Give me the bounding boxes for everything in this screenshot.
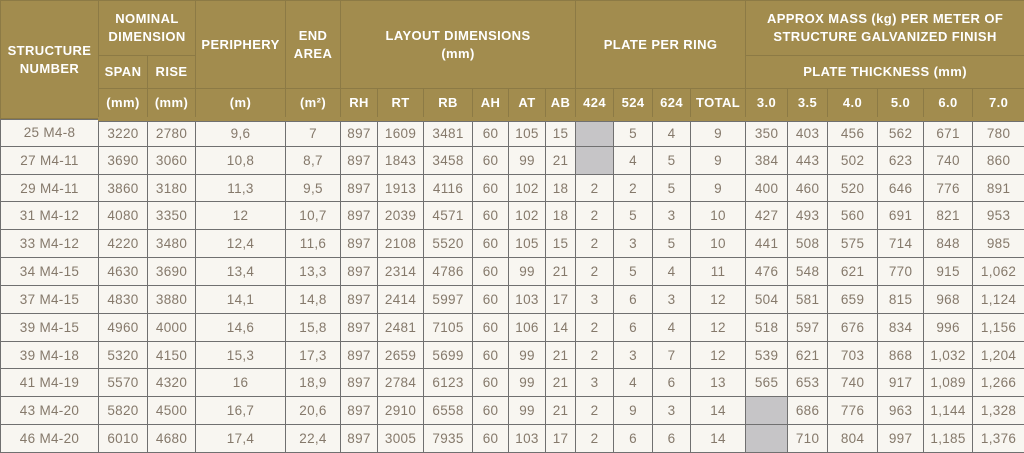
data-cell: 985 — [973, 230, 1024, 258]
data-cell: 1843 — [378, 146, 424, 174]
data-cell: 4960 — [99, 313, 148, 341]
data-cell: 868 — [878, 341, 924, 369]
sub-col-header-524: 524 — [614, 89, 653, 119]
table-row — [1, 230, 1024, 258]
data-cell: 646 — [878, 174, 924, 202]
data-cell: 7 — [653, 341, 691, 369]
data-cell: 3350 — [148, 202, 196, 230]
col-header-periphery: PERIPHERY — [196, 1, 286, 89]
data-cell: 60 — [473, 313, 509, 341]
data-cell: 60 — [473, 258, 509, 286]
data-cell: 2 — [614, 174, 653, 202]
data-cell: 897 — [341, 258, 378, 286]
data-cell: 1,062 — [973, 258, 1024, 286]
data-cell: 102 — [509, 202, 546, 230]
data-cell: 1,089 — [924, 369, 973, 397]
layout-dimensions-unit: (mm) — [441, 45, 475, 61]
sub-col-header-3-0: 3.0 — [746, 89, 788, 119]
data-cell: 714 — [878, 230, 924, 258]
data-cell: 4830 — [99, 285, 148, 313]
empty-cell — [576, 119, 614, 147]
data-cell: 403 — [788, 119, 828, 147]
data-cell: 676 — [828, 313, 878, 341]
col-header-end-area: END AREA — [286, 1, 341, 89]
data-cell: 5 — [653, 174, 691, 202]
data-cell: 740 — [828, 369, 878, 397]
data-cell: 686 — [788, 397, 828, 425]
data-cell: 703 — [828, 341, 878, 369]
data-cell: 60 — [473, 341, 509, 369]
data-cell: 441 — [746, 230, 788, 258]
data-cell: 7935 — [424, 425, 473, 453]
data-cell: 1,266 — [973, 369, 1024, 397]
data-cell: 4116 — [424, 174, 473, 202]
data-cell: 6010 — [99, 425, 148, 453]
data-cell: 20,6 — [286, 397, 341, 425]
sub-col-header-m: (m²) — [286, 89, 341, 119]
table-row — [1, 119, 1024, 147]
data-cell: 9 — [691, 174, 746, 202]
data-cell: 384 — [746, 146, 788, 174]
sub-col-header-3-5: 3.5 — [788, 89, 828, 119]
data-cell: 6 — [614, 425, 653, 453]
sub-col-header-7-0: 7.0 — [973, 89, 1024, 119]
empty-cell — [576, 146, 614, 174]
data-cell: 102 — [509, 174, 546, 202]
data-cell: 99 — [509, 146, 546, 174]
data-cell: 891 — [973, 174, 1024, 202]
data-cell: 13,4 — [196, 258, 286, 286]
sub-col-header-424: 424 — [576, 89, 614, 119]
data-cell: 3220 — [99, 119, 148, 147]
data-cell: 18 — [546, 202, 576, 230]
col-header-plate-per-ring: PLATE PER RING — [576, 1, 746, 89]
col-header-layout-dimensions — [341, 1, 576, 89]
data-cell: 60 — [473, 146, 509, 174]
data-cell: 2108 — [378, 230, 424, 258]
data-cell: 427 — [746, 202, 788, 230]
data-cell: 5 — [614, 202, 653, 230]
data-cell: 623 — [878, 146, 924, 174]
data-cell: 12 — [691, 341, 746, 369]
data-cell: 60 — [473, 425, 509, 453]
data-cell: 4786 — [424, 258, 473, 286]
data-cell: 1913 — [378, 174, 424, 202]
data-cell: 2 — [576, 425, 614, 453]
data-cell: 597 — [788, 313, 828, 341]
data-cell: 10,7 — [286, 202, 341, 230]
data-cell: 15,8 — [286, 313, 341, 341]
data-cell: 3180 — [148, 174, 196, 202]
data-cell: 17,4 — [196, 425, 286, 453]
data-cell: 400 — [746, 174, 788, 202]
data-cell: 3480 — [148, 230, 196, 258]
data-cell: 4080 — [99, 202, 148, 230]
data-cell: 1,156 — [973, 313, 1024, 341]
data-cell: 3458 — [424, 146, 473, 174]
data-cell: 9 — [691, 146, 746, 174]
data-cell: 14 — [691, 425, 746, 453]
data-cell: 4500 — [148, 397, 196, 425]
data-cell: 3 — [576, 285, 614, 313]
data-cell: 99 — [509, 397, 546, 425]
data-cell: 897 — [341, 146, 378, 174]
structure-number-cell: 46 M4-20 — [1, 425, 99, 453]
data-cell: 10 — [691, 202, 746, 230]
data-cell: 710 — [788, 425, 828, 453]
data-cell: 6123 — [424, 369, 473, 397]
data-cell: 6 — [653, 369, 691, 397]
data-cell: 1,124 — [973, 285, 1024, 313]
data-cell: 3880 — [148, 285, 196, 313]
data-cell: 4571 — [424, 202, 473, 230]
data-cell: 22,4 — [286, 425, 341, 453]
data-cell: 3690 — [148, 258, 196, 286]
empty-cell — [746, 425, 788, 453]
data-cell: 2780 — [148, 119, 196, 147]
data-cell: 821 — [924, 202, 973, 230]
data-cell: 60 — [473, 397, 509, 425]
table-row — [1, 313, 1024, 341]
data-cell: 897 — [341, 174, 378, 202]
data-cell: 4 — [653, 313, 691, 341]
data-cell: 860 — [973, 146, 1024, 174]
data-cell: 17 — [546, 285, 576, 313]
data-cell: 621 — [828, 258, 878, 286]
col-header-approx-mass: APPROX MASS (kg) PER METER OF STRUCTURE GALVANIZED FINISH — [746, 1, 1024, 56]
data-cell: 776 — [924, 174, 973, 202]
data-cell: 897 — [341, 230, 378, 258]
data-cell: 16 — [196, 369, 286, 397]
data-cell: 12,4 — [196, 230, 286, 258]
sub-col-header-mm: (mm) — [148, 89, 196, 119]
data-cell: 103 — [509, 425, 546, 453]
data-cell: 581 — [788, 285, 828, 313]
data-cell: 953 — [973, 202, 1024, 230]
data-cell: 4150 — [148, 341, 196, 369]
data-cell: 4630 — [99, 258, 148, 286]
data-cell: 4680 — [148, 425, 196, 453]
empty-cell — [746, 397, 788, 425]
structure-number-cell: 31 M4-12 — [1, 202, 99, 230]
data-cell: 5 — [614, 258, 653, 286]
data-cell: 2 — [576, 258, 614, 286]
data-cell: 60 — [473, 369, 509, 397]
table-row — [1, 146, 1024, 174]
layout-dimensions-title: LAYOUT DIMENSIONS — [385, 27, 531, 43]
data-cell: 60 — [473, 202, 509, 230]
data-cell: 897 — [341, 313, 378, 341]
data-cell: 3 — [576, 369, 614, 397]
data-cell: 14,1 — [196, 285, 286, 313]
data-cell: 3 — [653, 285, 691, 313]
structure-number-cell: 37 M4-15 — [1, 285, 99, 313]
sub-col-header-ab: AB — [546, 89, 576, 119]
data-cell: 5320 — [99, 341, 148, 369]
data-cell: 834 — [878, 313, 924, 341]
data-cell: 9,6 — [196, 119, 286, 147]
data-cell: 105 — [509, 230, 546, 258]
table-header — [1, 1, 1024, 119]
data-cell: 1,204 — [973, 341, 1024, 369]
data-cell: 740 — [924, 146, 973, 174]
data-cell: 897 — [341, 425, 378, 453]
table-row — [1, 397, 1024, 425]
data-cell: 5997 — [424, 285, 473, 313]
data-cell: 776 — [828, 397, 878, 425]
col-header-nominal-dimension: NOMINAL DIMENSION — [99, 1, 196, 56]
data-cell: 502 — [828, 146, 878, 174]
data-cell: 6 — [614, 313, 653, 341]
data-cell: 508 — [788, 230, 828, 258]
data-cell: 2481 — [378, 313, 424, 341]
data-cell: 99 — [509, 341, 546, 369]
data-cell: 14,6 — [196, 313, 286, 341]
table-row — [1, 369, 1024, 397]
data-cell: 4 — [653, 119, 691, 147]
structure-number-cell: 27 M4-11 — [1, 146, 99, 174]
data-cell: 17 — [546, 425, 576, 453]
data-cell: 18,9 — [286, 369, 341, 397]
data-cell: 518 — [746, 313, 788, 341]
table-body — [1, 119, 1024, 453]
col-header-plate-thickness: PLATE THICKNESS (mm) — [746, 56, 1024, 89]
data-cell: 2659 — [378, 341, 424, 369]
table-row — [1, 258, 1024, 286]
data-cell: 5699 — [424, 341, 473, 369]
structure-number-cell: 39 M4-15 — [1, 313, 99, 341]
data-cell: 18 — [546, 174, 576, 202]
sub-col-header-4-0: 4.0 — [828, 89, 878, 119]
data-cell: 671 — [924, 119, 973, 147]
data-cell: 443 — [788, 146, 828, 174]
data-cell: 17,3 — [286, 341, 341, 369]
data-cell: 106 — [509, 313, 546, 341]
data-cell: 15,3 — [196, 341, 286, 369]
col-header-structure-number: STRUCTURE NUMBER — [1, 1, 99, 119]
data-cell: 2784 — [378, 369, 424, 397]
sub-col-header-m: (m) — [196, 89, 286, 119]
data-cell: 5 — [653, 146, 691, 174]
data-cell: 3060 — [148, 146, 196, 174]
sub-col-header-rb: RB — [424, 89, 473, 119]
data-cell: 6 — [653, 425, 691, 453]
data-cell: 10,8 — [196, 146, 286, 174]
structure-number-cell: 29 M4-11 — [1, 174, 99, 202]
data-cell: 14,8 — [286, 285, 341, 313]
data-cell: 5520 — [424, 230, 473, 258]
data-cell: 12 — [691, 285, 746, 313]
data-cell: 915 — [924, 258, 973, 286]
data-cell: 2 — [576, 202, 614, 230]
data-cell: 13 — [691, 369, 746, 397]
sub-col-header-624: 624 — [653, 89, 691, 119]
data-cell: 21 — [546, 397, 576, 425]
data-cell: 14 — [546, 313, 576, 341]
data-cell: 548 — [788, 258, 828, 286]
table-row — [1, 174, 1024, 202]
data-cell: 4220 — [99, 230, 148, 258]
data-cell: 804 — [828, 425, 878, 453]
data-cell: 6558 — [424, 397, 473, 425]
data-cell: 917 — [878, 369, 924, 397]
data-cell: 10 — [691, 230, 746, 258]
data-cell: 2 — [576, 341, 614, 369]
sub-col-header-6-0: 6.0 — [924, 89, 973, 119]
data-cell: 848 — [924, 230, 973, 258]
data-cell: 520 — [828, 174, 878, 202]
data-cell: 99 — [509, 258, 546, 286]
data-cell: 2314 — [378, 258, 424, 286]
data-cell: 2 — [576, 174, 614, 202]
sub-header-row — [1, 89, 1024, 119]
data-cell: 2 — [576, 313, 614, 341]
sub-col-header-5-0: 5.0 — [878, 89, 924, 119]
structure-number-cell: 39 M4-18 — [1, 341, 99, 369]
col-header-rise: RISE — [148, 56, 196, 89]
data-cell: 4 — [614, 146, 653, 174]
data-cell: 3 — [653, 397, 691, 425]
data-cell: 103 — [509, 285, 546, 313]
table-row — [1, 425, 1024, 453]
data-cell: 4320 — [148, 369, 196, 397]
data-cell: 15 — [546, 230, 576, 258]
data-cell: 60 — [473, 119, 509, 147]
data-cell: 60 — [473, 174, 509, 202]
sub-col-header-at: AT — [509, 89, 546, 119]
data-cell: 105 — [509, 119, 546, 147]
data-cell: 1,032 — [924, 341, 973, 369]
data-cell: 770 — [878, 258, 924, 286]
data-cell: 1,376 — [973, 425, 1024, 453]
sub-col-header-rh: RH — [341, 89, 378, 119]
data-cell: 562 — [878, 119, 924, 147]
data-cell: 996 — [924, 313, 973, 341]
data-cell: 60 — [473, 285, 509, 313]
data-cell: 5 — [653, 230, 691, 258]
structure-number-cell: 41 M4-19 — [1, 369, 99, 397]
sub-col-header-mm: (mm) — [99, 89, 148, 119]
data-cell: 997 — [878, 425, 924, 453]
data-cell: 12 — [691, 313, 746, 341]
data-cell: 5570 — [99, 369, 148, 397]
data-cell: 11,3 — [196, 174, 286, 202]
data-cell: 3005 — [378, 425, 424, 453]
data-cell: 9 — [691, 119, 746, 147]
data-cell: 565 — [746, 369, 788, 397]
data-cell: 5 — [614, 119, 653, 147]
data-cell: 3860 — [99, 174, 148, 202]
data-cell: 60 — [473, 230, 509, 258]
data-cell: 897 — [341, 369, 378, 397]
data-cell: 691 — [878, 202, 924, 230]
sub-col-header-ah: AH — [473, 89, 509, 119]
table-row — [1, 285, 1024, 313]
data-cell: 1,328 — [973, 397, 1024, 425]
data-cell: 897 — [341, 202, 378, 230]
data-cell: 3481 — [424, 119, 473, 147]
data-cell: 4000 — [148, 313, 196, 341]
data-cell: 7 — [286, 119, 341, 147]
data-cell: 3 — [653, 202, 691, 230]
data-cell: 476 — [746, 258, 788, 286]
data-cell: 4 — [614, 369, 653, 397]
data-cell: 7105 — [424, 313, 473, 341]
data-cell: 15 — [546, 119, 576, 147]
structure-number-cell: 43 M4-20 — [1, 397, 99, 425]
structure-number-cell: 33 M4-12 — [1, 230, 99, 258]
data-cell: 16,7 — [196, 397, 286, 425]
data-cell: 897 — [341, 285, 378, 313]
structure-number-cell: 25 M4-8 — [1, 119, 99, 147]
data-cell: 780 — [973, 119, 1024, 147]
data-cell: 2 — [576, 230, 614, 258]
data-cell: 621 — [788, 341, 828, 369]
table-row — [1, 341, 1024, 369]
data-cell: 2039 — [378, 202, 424, 230]
data-cell: 5820 — [99, 397, 148, 425]
data-cell: 21 — [546, 146, 576, 174]
data-cell: 659 — [828, 285, 878, 313]
col-header-span: SPAN — [99, 56, 148, 89]
data-cell: 21 — [546, 369, 576, 397]
data-cell: 560 — [828, 202, 878, 230]
data-cell: 11 — [691, 258, 746, 286]
data-cell: 1,185 — [924, 425, 973, 453]
data-cell: 897 — [341, 119, 378, 147]
data-cell: 897 — [341, 397, 378, 425]
data-cell: 456 — [828, 119, 878, 147]
data-cell: 6 — [614, 285, 653, 313]
sub-col-header-total: TOTAL — [691, 89, 746, 119]
data-cell: 13,3 — [286, 258, 341, 286]
data-cell: 575 — [828, 230, 878, 258]
data-cell: 2 — [576, 397, 614, 425]
data-cell: 21 — [546, 258, 576, 286]
data-cell: 968 — [924, 285, 973, 313]
data-cell: 493 — [788, 202, 828, 230]
data-cell: 12 — [196, 202, 286, 230]
data-cell: 9,5 — [286, 174, 341, 202]
data-cell: 99 — [509, 369, 546, 397]
structure-number-cell: 34 M4-15 — [1, 258, 99, 286]
data-cell: 350 — [746, 119, 788, 147]
data-cell: 504 — [746, 285, 788, 313]
data-cell: 4 — [653, 258, 691, 286]
data-cell: 963 — [878, 397, 924, 425]
data-cell: 539 — [746, 341, 788, 369]
data-cell: 3690 — [99, 146, 148, 174]
data-cell: 11,6 — [286, 230, 341, 258]
data-cell: 2414 — [378, 285, 424, 313]
data-cell: 9 — [614, 397, 653, 425]
data-cell: 3 — [614, 230, 653, 258]
data-cell: 653 — [788, 369, 828, 397]
data-cell: 2910 — [378, 397, 424, 425]
data-cell: 21 — [546, 341, 576, 369]
data-cell: 8,7 — [286, 146, 341, 174]
data-cell: 14 — [691, 397, 746, 425]
data-cell: 815 — [878, 285, 924, 313]
table-row — [1, 202, 1024, 230]
data-cell: 3 — [614, 341, 653, 369]
data-cell: 460 — [788, 174, 828, 202]
data-cell: 1609 — [378, 119, 424, 147]
data-cell: 1,144 — [924, 397, 973, 425]
data-cell: 897 — [341, 341, 378, 369]
sub-col-header-rt: RT — [378, 89, 424, 119]
